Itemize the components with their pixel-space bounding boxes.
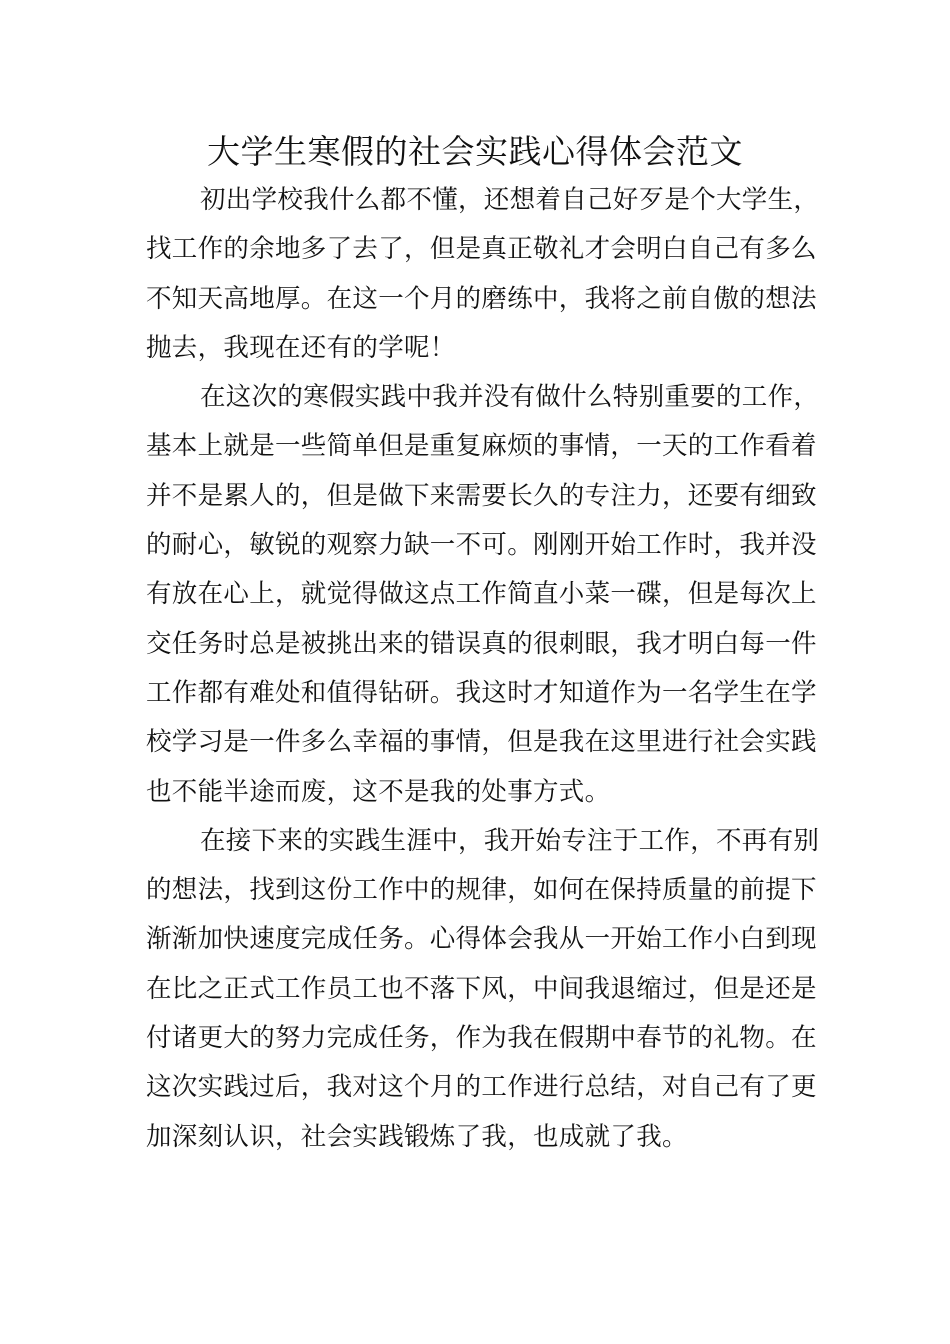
paragraph-2: 在这次的寒假实践中我并没有做什么特别重要的工作，基本上就是一些简单但是重复麻烦的事情，一天的工作看着并不是累人的，但是做下来需要长久的专注力，还要有细致的耐心，敏锐的观察力缺一不可。刚刚开始工作时，我并没有放在心上，就觉得做这点工作简直小菜一碟，但是每次上交任务时总是被挑出来的错误真的很刺眼，我才明白每一件工作都有难处和值得钻研。我这时才知道作为一名学生在学校学习是一件多么幸福的事情，但是我在这里进行社会实践也不能半途而废，这不是我的处事方式。 [146,382,820,807]
paragraph-1: 初出学校我什么都不懂，还想着自己好歹是个大学生，找工作的余地多了去了，但是真正敬礼才会明白自己有多么不知天高地厚。在这一个月的磨练中，我将之前自傲的想法抛去，我现在还有的学呢！ [146,185,820,363]
document-body [146,176,836,1162]
paragraph-3: 在接下来的实践生涯中，我开始专注于工作，不再有别的想法，找到这份工作中的规律，如何在保持质量的前提下渐渐加快速度完成任务。心得体会我从一开始工作小白到现在比之正式工作员工也不落下风，中间我退缩过，但是还是付诸更大的努力完成任务，作为我在假期中春节的礼物。在这次实践过后，我对这个月的工作进行总结，对自己有了更加深刻认识，社会实践锻炼了我，也成就了我。 [146,825,820,1152]
document-title: 大学生寒假的社会实践心得体会范文 [207,132,743,171]
